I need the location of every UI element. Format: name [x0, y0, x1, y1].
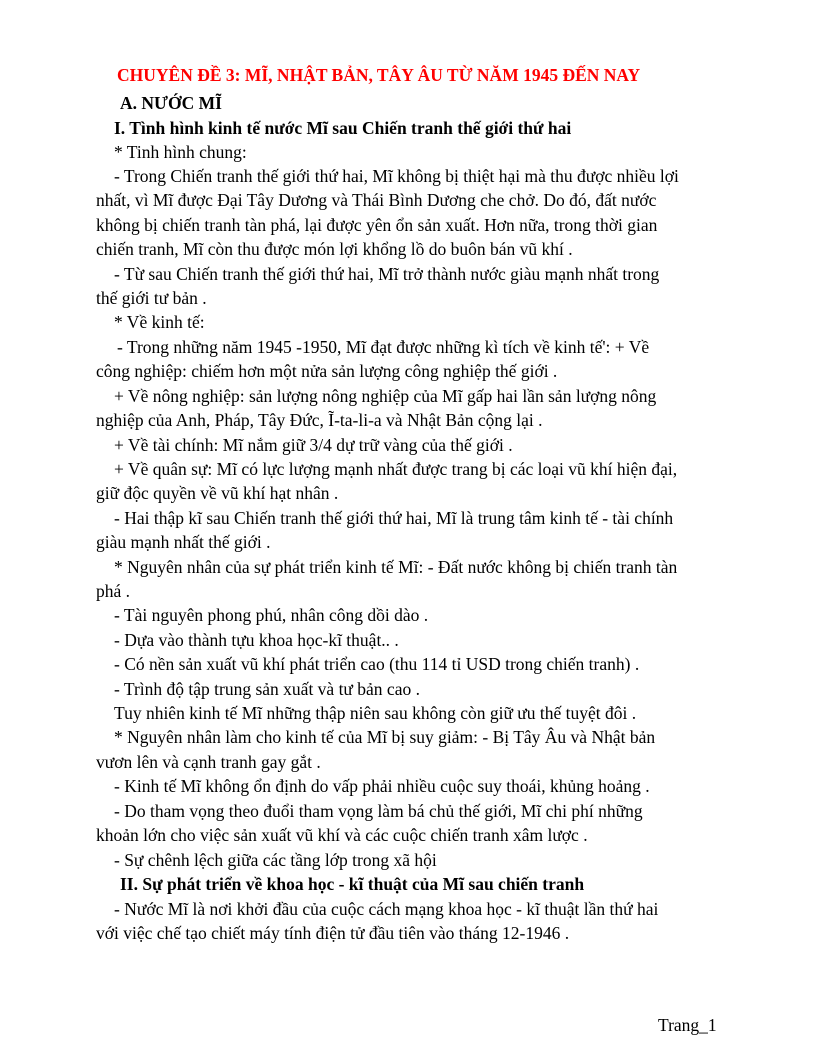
body-line: - Nước Mĩ là nơi khởi đầu của cuộc cách mạng khoa học - kĩ thuật lần thứ hai [114, 899, 659, 919]
body-line: - Có nền sản xuất vũ khí phát triển cao (thu 114 tỉ USD trong chiến tranh) . [114, 654, 640, 674]
body-line: nghiệp của Anh, Pháp, Tây Đức, Ĩ-ta-li-a và Nhật Bản cộng lại . [96, 410, 543, 430]
body-line: * Tinh hình chung: [114, 142, 247, 162]
body-line: - Trong Chiến tranh thế giới thứ hai, Mĩ không bị thiệt hại mà thu được nhiều lợi [114, 166, 679, 186]
document-title: CHUYÊN ĐỀ 3: MĨ, NHẬT BẢN, TÂY ÂU TỪ NĂM 1945 ĐẾN NAY [117, 65, 641, 85]
page-number-footer: Trang_1 [658, 1015, 717, 1035]
body-line: * Nguyên nhân làm cho kinh tế của Mĩ bị suy giảm: - Bị Tây Âu và Nhật bản [114, 727, 656, 747]
body-line: - Trình độ tập trung sản xuất và tư bản cao . [114, 679, 420, 699]
body-line: Tuy nhiên kinh tế Mĩ những thập niên sau không còn giữ ưu thế tuyệt đôi . [114, 703, 637, 723]
body-line: khoản lớn cho việc sản xuất vũ khí và các cuộc chiến tranh xâm lược . [96, 825, 588, 845]
body-line: * Nguyên nhân của sự phát triển kinh tế Mĩ: - Đất nước không bị chiến tranh tàn [114, 557, 678, 577]
body-line: * Về kinh tế: [114, 312, 205, 332]
body-line: - Tài nguyên phong phú, nhân công dồi dào . [114, 605, 429, 625]
body-line: - Sự chênh lệch giữa các tầng lớp trong xã hội [114, 850, 437, 870]
body-line: giữ độc quyền về vũ khí hạt nhân . [96, 483, 339, 503]
body-line: nhất, vì Mĩ được Đại Tây Dương và Thái Bình Dương che chở. Do đó, đất nước [96, 190, 657, 210]
body-line: vươn lên và cạnh tranh gay gắt . [96, 752, 321, 772]
body-line: thế giới tư bản . [96, 288, 207, 308]
body-line: - Hai thập kĩ sau Chiến tranh thế giới thứ hai, Mĩ là trung tâm kinh tế - tài chính [114, 508, 674, 528]
body-line: chiến tranh, Mĩ còn thu được món lợi khổng lồ do buôn bán vũ khí . [96, 239, 573, 259]
body-line: giàu mạnh nhất thế giới . [96, 532, 271, 552]
heading-1: I. Tình hình kinh tế nước Mĩ sau Chiến tranh thế giới thứ hai [114, 118, 572, 138]
body-line: + Về quân sự: Mĩ có lực lượng mạnh nhất được trang bị các loại vũ khí hiện đại, [114, 459, 678, 479]
body-line: - Từ sau Chiến tranh thế giới thứ hai, Mĩ trở thành nước giàu mạnh nhất trong [114, 264, 660, 284]
body-line: - Kinh tế Mĩ không ổn định do vấp phải nhiều cuộc suy thoái, khủng hoảng . [114, 776, 650, 796]
body-line: + Về tài chính: Mĩ nắm giữ 3/4 dự trữ vàng của thế giới . [114, 435, 513, 455]
body-line: không bị chiến tranh tàn phá, lại được yên ổn sản xuất. Hơn nữa, trong thời gian [96, 215, 658, 235]
body-line: - Trong những năm 1945 -1950, Mĩ đạt được những kì tích về kinh tế': + Về [117, 337, 650, 357]
body-line: + Về nông nghiệp: sản lượng nông nghiệp của Mĩ gấp hai lần sản lượng nông [114, 386, 657, 406]
body-line: với việc chế tạo chiết máy tính điện tử đầu tiên vào tháng 12-1946 . [96, 923, 570, 943]
body-line: công nghiệp: chiếm hơn một nửa sản lượng công nghiệp thế giới . [96, 361, 558, 381]
section-a-heading: A. NƯỚC MĨ [120, 93, 222, 113]
heading-2: II. Sự phát triển về khoa học - kĩ thuật của Mĩ sau chiến tranh [120, 874, 585, 894]
body-line: phá . [96, 581, 131, 601]
body-line: - Do tham vọng theo đuổi tham vọng làm bá chủ thế giới, Mĩ chi phí những [114, 801, 643, 821]
body-line: - Dựa vào thành tựu khoa học-kĩ thuật.. . [114, 630, 399, 650]
